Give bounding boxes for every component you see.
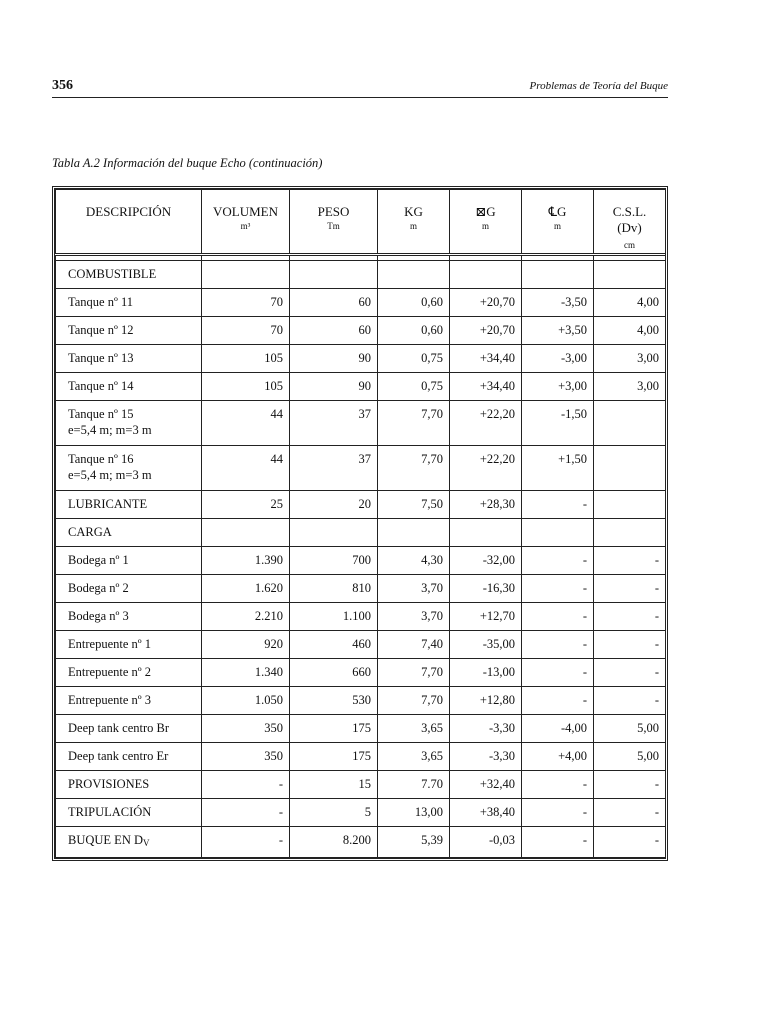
- cell-xg: +38,40: [450, 799, 522, 827]
- cell-csl: -: [594, 659, 666, 687]
- cell-yg: -4,00: [522, 715, 594, 743]
- cell-csl: -: [594, 827, 666, 858]
- cell-yg: -: [522, 547, 594, 575]
- cell-xg: -0,03: [450, 827, 522, 858]
- column-header-csl: [594, 190, 666, 255]
- row-description: [56, 715, 202, 743]
- row-description-text: Tanque nº 16: [68, 452, 134, 466]
- cell-volumen: 1.050: [202, 687, 290, 715]
- row-description: [56, 317, 202, 345]
- cell-yg: +1,50: [522, 446, 594, 491]
- cell-csl: -: [594, 575, 666, 603]
- cell-xg: +12,80: [450, 687, 522, 715]
- cell-csl: [594, 519, 666, 547]
- row-description-text: Bodega nº 1: [68, 553, 129, 567]
- cell-xg: -16,30: [450, 575, 522, 603]
- cell-yg: [522, 261, 594, 289]
- row-description: [56, 743, 202, 771]
- cell-volumen: -: [202, 771, 290, 799]
- cell-xg: +34,40: [450, 373, 522, 401]
- cell-peso: 700: [290, 547, 378, 575]
- row-description-text: PROVISIONES: [68, 777, 150, 791]
- table-row: [56, 401, 666, 446]
- cell-kg: [378, 261, 450, 289]
- cell-kg: 13,00: [378, 799, 450, 827]
- table-row: [56, 373, 666, 401]
- column-label: ℄G: [548, 204, 567, 219]
- cell-csl: -: [594, 631, 666, 659]
- row-description: [56, 519, 202, 547]
- cell-peso: 175: [290, 743, 378, 771]
- running-head: Problemas de Teoría del Buque: [529, 80, 668, 92]
- cell-peso: 60: [290, 317, 378, 345]
- cell-peso: 90: [290, 345, 378, 373]
- cell-peso: 37: [290, 446, 378, 491]
- column-header-kg: [378, 190, 450, 255]
- cell-peso: 90: [290, 373, 378, 401]
- row-description-text: Tanque nº 14: [68, 379, 134, 393]
- cell-csl: -: [594, 799, 666, 827]
- cell-kg: 3,70: [378, 575, 450, 603]
- cell-peso: 8.200: [290, 827, 378, 858]
- table-row: [56, 317, 666, 345]
- cell-yg: -: [522, 771, 594, 799]
- table-row: [56, 659, 666, 687]
- cell-yg: -: [522, 603, 594, 631]
- cell-volumen: [202, 261, 290, 289]
- table-row: [56, 799, 666, 827]
- cell-volumen: -: [202, 827, 290, 858]
- cell-csl: [594, 261, 666, 289]
- row-description: [56, 261, 202, 289]
- cell-kg: 4,30: [378, 547, 450, 575]
- table-row: [56, 827, 666, 858]
- cell-csl: -: [594, 687, 666, 715]
- table-row: [56, 631, 666, 659]
- cell-kg: 5,39: [378, 827, 450, 858]
- cell-peso: 20: [290, 491, 378, 519]
- table-row: [56, 687, 666, 715]
- row-description: [56, 547, 202, 575]
- cell-peso: 660: [290, 659, 378, 687]
- cell-xg: -35,00: [450, 631, 522, 659]
- row-description-text: Entrepuente nº 2: [68, 665, 152, 679]
- cell-volumen: 70: [202, 289, 290, 317]
- cell-xg: [450, 519, 522, 547]
- cell-kg: 7,70: [378, 687, 450, 715]
- row-description: [56, 771, 202, 799]
- column-label: DESCRIPCIÓN: [85, 204, 172, 219]
- column-label: PESO: [317, 204, 350, 219]
- column-label: C.S.L. (Dv): [612, 204, 647, 235]
- cell-yg: [522, 519, 594, 547]
- cell-kg: 0,60: [378, 289, 450, 317]
- row-description: [56, 631, 202, 659]
- cell-xg: -3,30: [450, 743, 522, 771]
- row-description: [56, 289, 202, 317]
- cell-kg: 0,60: [378, 317, 450, 345]
- ship-info-table: [52, 186, 668, 861]
- cell-volumen: 350: [202, 715, 290, 743]
- cell-yg: -: [522, 799, 594, 827]
- cell-yg: -: [522, 687, 594, 715]
- cell-yg: +3,00: [522, 373, 594, 401]
- cell-yg: -3,00: [522, 345, 594, 373]
- row-description-text: Deep tank centro Br: [68, 721, 170, 735]
- cell-volumen: 2.210: [202, 603, 290, 631]
- row-description-text: Entrepuente nº 1: [68, 637, 152, 651]
- cell-volumen: 44: [202, 401, 290, 446]
- row-description-text: Bodega nº 2: [68, 581, 129, 595]
- cell-yg: +4,00: [522, 743, 594, 771]
- cell-kg: 7,50: [378, 491, 450, 519]
- cell-peso: 175: [290, 715, 378, 743]
- cell-csl: 3,00: [594, 345, 666, 373]
- cell-volumen: -: [202, 799, 290, 827]
- cell-peso: 60: [290, 289, 378, 317]
- table-row: [56, 771, 666, 799]
- cell-peso: 530: [290, 687, 378, 715]
- cell-yg: -: [522, 631, 594, 659]
- cell-kg: 7,70: [378, 446, 450, 491]
- cell-kg: 7.70: [378, 771, 450, 799]
- cell-csl: 4,00: [594, 317, 666, 345]
- column-label: ⊠G: [475, 204, 496, 219]
- cell-volumen: 920: [202, 631, 290, 659]
- cell-peso: [290, 519, 378, 547]
- cell-volumen: 350: [202, 743, 290, 771]
- cell-peso: 810: [290, 575, 378, 603]
- page-number: 356: [52, 78, 73, 93]
- table-row: [56, 261, 666, 289]
- cell-xg: -13,00: [450, 659, 522, 687]
- column-header-longitudinal-g: [450, 190, 522, 255]
- cell-yg: -: [522, 491, 594, 519]
- cell-kg: 7,70: [378, 401, 450, 446]
- cell-kg: 3,70: [378, 603, 450, 631]
- cell-csl: -: [594, 603, 666, 631]
- cell-peso: 460: [290, 631, 378, 659]
- cell-peso: 5: [290, 799, 378, 827]
- cell-csl: [594, 491, 666, 519]
- cell-xg: +34,40: [450, 345, 522, 373]
- column-unit: m: [409, 221, 417, 231]
- cell-kg: 3,65: [378, 715, 450, 743]
- row-description: [56, 491, 202, 519]
- table-row: [56, 547, 666, 575]
- cell-xg: +22,20: [450, 446, 522, 491]
- cell-peso: [290, 261, 378, 289]
- cell-volumen: 1.620: [202, 575, 290, 603]
- cell-volumen: 1.390: [202, 547, 290, 575]
- table-row: [56, 446, 666, 491]
- table-header-row: [56, 190, 666, 255]
- cell-xg: -3,30: [450, 715, 522, 743]
- row-description-detail: e=5,4 m; m=3 m: [68, 423, 152, 437]
- cell-kg: 3,65: [378, 743, 450, 771]
- row-description: [56, 827, 202, 858]
- cell-volumen: 70: [202, 317, 290, 345]
- column-unit: cm: [624, 240, 635, 250]
- cell-xg: [450, 261, 522, 289]
- cell-kg: [378, 519, 450, 547]
- table-body: [56, 255, 666, 858]
- row-description-text: CARGA: [68, 525, 112, 539]
- cell-xg: +20,70: [450, 317, 522, 345]
- cell-xg: +20,70: [450, 289, 522, 317]
- cell-kg: 7,70: [378, 659, 450, 687]
- header-rule: [52, 97, 668, 98]
- table-row: [56, 603, 666, 631]
- cell-yg: -3,50: [522, 289, 594, 317]
- cell-volumen: 44: [202, 446, 290, 491]
- row-description-text: Tanque nº 12: [68, 323, 134, 337]
- row-description-text: LUBRICANTE: [68, 497, 148, 511]
- row-description-text: Tanque nº 13: [68, 351, 134, 365]
- cell-volumen: 1.340: [202, 659, 290, 687]
- row-description-text: Tanque nº 15: [68, 407, 134, 421]
- cell-csl: 4,00: [594, 289, 666, 317]
- cell-peso: 15: [290, 771, 378, 799]
- row-description-text: COMBUSTIBLE: [68, 267, 157, 281]
- cell-peso: 37: [290, 401, 378, 446]
- row-description: [56, 401, 202, 446]
- table-caption: Tabla A.2 Información del buque Echo (continuación): [52, 156, 323, 170]
- page-header: [52, 78, 668, 98]
- cell-peso: 1.100: [290, 603, 378, 631]
- column-unit: Tm: [327, 221, 340, 231]
- cell-kg: 0,75: [378, 345, 450, 373]
- cell-xg: +32,40: [450, 771, 522, 799]
- row-description: [56, 687, 202, 715]
- column-header-peso: [290, 190, 378, 255]
- column-label: VOLUMEN: [213, 204, 278, 219]
- cell-xg: +12,70: [450, 603, 522, 631]
- row-description: [56, 446, 202, 491]
- cell-xg: +28,30: [450, 491, 522, 519]
- table-row: [56, 575, 666, 603]
- table-row: [56, 715, 666, 743]
- row-description: [56, 659, 202, 687]
- cell-volumen: [202, 519, 290, 547]
- row-description: [56, 575, 202, 603]
- column-label: KG: [404, 204, 423, 219]
- table-row: [56, 345, 666, 373]
- cell-csl: -: [594, 547, 666, 575]
- row-description-text: TRIPULACIÓN: [68, 805, 152, 819]
- cell-kg: 0,75: [378, 373, 450, 401]
- column-header-volumen: [202, 190, 290, 255]
- cell-yg: -: [522, 827, 594, 858]
- row-description-detail: e=5,4 m; m=3 m: [68, 468, 152, 482]
- row-description-subscript: V: [143, 838, 150, 848]
- row-description-text: Tanque nº 11: [68, 295, 134, 309]
- table-row: [56, 491, 666, 519]
- cell-yg: +3,50: [522, 317, 594, 345]
- cell-csl: 5,00: [594, 743, 666, 771]
- row-description-text: Entrepuente nº 3: [68, 693, 152, 707]
- row-description-text: Bodega nº 3: [68, 609, 129, 623]
- column-unit: m: [553, 221, 561, 231]
- cell-csl: -: [594, 771, 666, 799]
- cell-yg: -: [522, 575, 594, 603]
- table-row: [56, 519, 666, 547]
- cell-volumen: 25: [202, 491, 290, 519]
- cell-csl: [594, 401, 666, 446]
- row-description: [56, 603, 202, 631]
- cell-xg: -32,00: [450, 547, 522, 575]
- cell-csl: 5,00: [594, 715, 666, 743]
- column-header-descripcion: [56, 190, 202, 255]
- table-row: [56, 743, 666, 771]
- cell-yg: -1,50: [522, 401, 594, 446]
- column-unit: m: [481, 221, 489, 231]
- row-description-text: Deep tank centro Er: [68, 749, 169, 763]
- row-description: [56, 799, 202, 827]
- row-description: [56, 345, 202, 373]
- row-description-text: BUQUE EN D: [68, 833, 143, 847]
- table-row: [56, 289, 666, 317]
- cell-xg: +22,20: [450, 401, 522, 446]
- cell-csl: [594, 446, 666, 491]
- cell-volumen: 105: [202, 345, 290, 373]
- column-header-transverse-g: [522, 190, 594, 255]
- cell-kg: 7,40: [378, 631, 450, 659]
- cell-yg: -: [522, 659, 594, 687]
- row-description: [56, 373, 202, 401]
- cell-csl: 3,00: [594, 373, 666, 401]
- cell-volumen: 105: [202, 373, 290, 401]
- column-unit: m³: [240, 221, 251, 231]
